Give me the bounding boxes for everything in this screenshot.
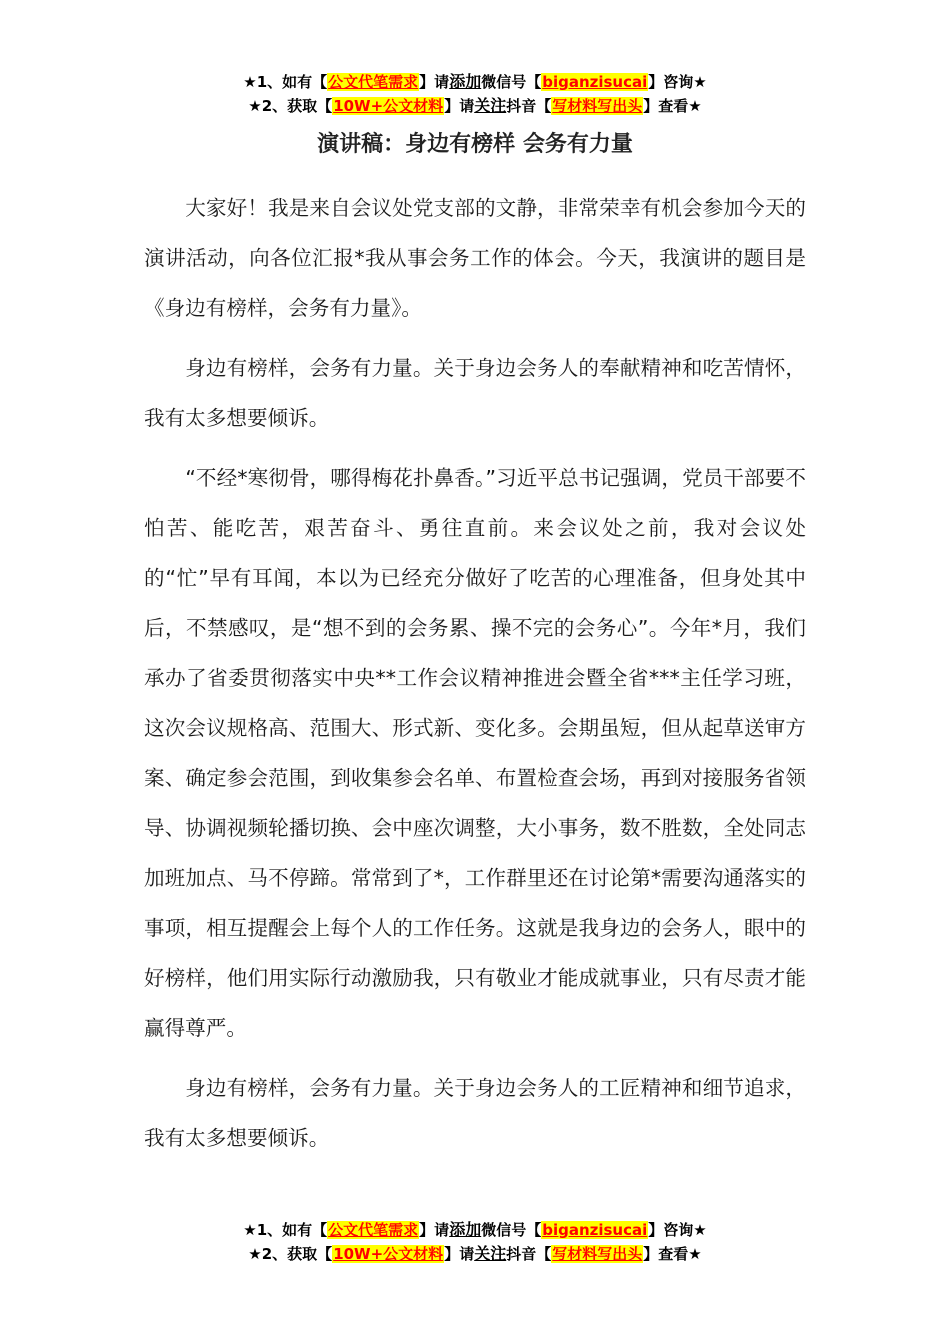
promo-highlight: 10W+公文材料 [333,1245,444,1263]
promo-emphasis: 添加 [449,1220,482,1239]
paragraph: 大家好！我是来自会议处党支部的文静，非常荣幸有机会参加今天的演讲活动，向各位汇报*我从事会务工作的体会。今天，我演讲的题目是《身边有榜样，会务有力量》。 [144,196,806,320]
promo-emphasis: 添加 [449,72,482,91]
promo-footer [0,1218,950,1266]
promo-line-2 [0,94,950,118]
promo-text: 】咨询★ [648,73,707,91]
promo-text: 微信号【 [481,1221,542,1239]
promo-highlight: 写材料写出头 [552,97,643,115]
promo-highlight: biganzisucai [542,73,648,91]
promo-highlight: 公文代笔需求 [328,1221,419,1239]
promo-text: ★2、获取【 [248,1245,333,1263]
promo-highlight: 写材料写出头 [552,1245,643,1263]
promo-text: 抖音【 [506,1245,552,1263]
promo-line-1 [0,70,950,94]
promo-highlight: 公文代笔需求 [328,73,419,91]
promo-emphasis: 关注 [474,96,507,115]
promo-text: 】查看★ [643,1245,702,1263]
promo-text: 抖音【 [506,97,552,115]
paragraph: “不经*寒彻骨，哪得梅花扑鼻香。”习近平总书记强调，党员干部要不怕苦、能吃苦，艰苦奋斗、勇往直前。来会议处之前，我对会议处的“忙”早有耳闻，本以为已经充分做好了吃苦的心理准备，但身处其中后，不禁感叹，是“想不到的会务累、操不完的会务心”。今年*月，我们承办了省委贯彻落实中央**工作会议精神推进会暨全省***主任学习班，这次会议规格高、范围大、形式新、变化多。会期虽短，但从起草送审方案、确定参会范围，到收集参会名单、布置检查会场，再到对接服务省领导、协调视频轮播切换、会中座次调整，大小事务，数不胜数，全处同志加班加点、马不停蹄。常常到了*，工作群里还在讨论第*需要沟通落实的事项，相互提醒会上每个人的工作任务。这就是我身边的会务人，眼中的好榜样，他们用实际行动激励我，只有敬业才能成就事业，只有尽责才能赢得尊严。 [144,466,806,1040]
promo-text: ★2、获取【 [248,97,333,115]
promo-text: 】请 [444,97,475,115]
promo-header [0,70,950,118]
document-title: 演讲稿：身边有榜样 会务有力量 [317,132,633,157]
promo-text: 微信号【 [481,73,542,91]
promo-text: 】请 [444,1245,475,1263]
promo-text: 】查看★ [643,97,702,115]
paragraph: 身边有榜样，会务有力量。关于身边会务人的奉献精神和吃苦情怀，我有太多想要倾诉。 [144,356,806,430]
promo-text: 】请 [419,1221,450,1239]
promo-text: ★1、如有【 [243,73,328,91]
promo-line-1 [0,1218,950,1242]
document-body [144,183,806,1173]
paragraph: 身边有榜样，会务有力量。关于身边会务人的工匠精神和细节追求，我有太多想要倾诉。 [144,1076,806,1150]
promo-text: 】请 [419,73,450,91]
promo-emphasis: 关注 [474,1244,507,1263]
promo-line-2 [0,1242,950,1266]
promo-text: 】咨询★ [648,1221,707,1239]
promo-highlight: 10W+公文材料 [333,97,444,115]
promo-highlight: biganzisucai [542,1221,648,1239]
promo-text: ★1、如有【 [243,1221,328,1239]
